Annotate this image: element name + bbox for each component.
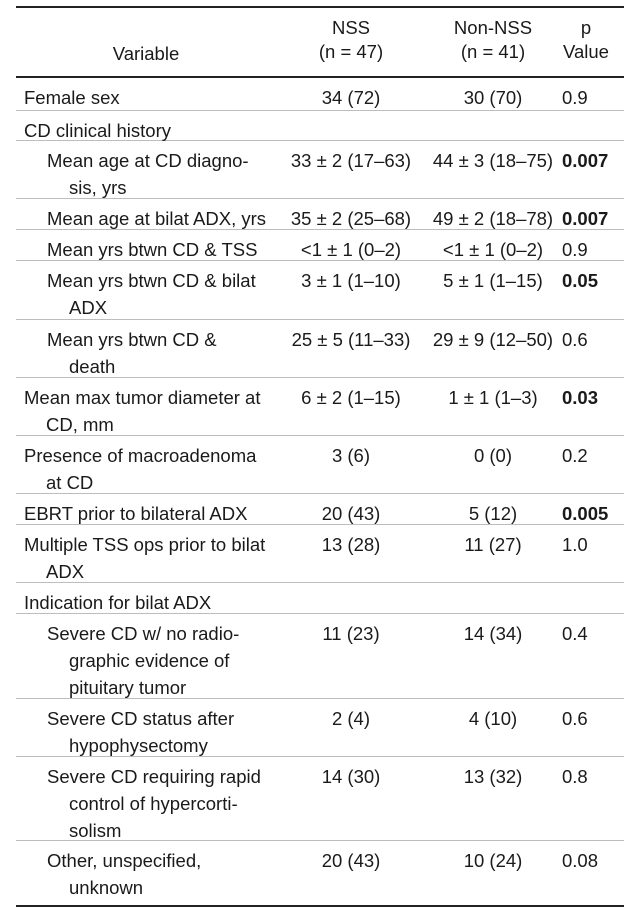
variable-cell — [47, 236, 283, 263]
variable-cell — [24, 117, 280, 144]
header-p-value — [556, 16, 616, 64]
nss-cell: 35 ± 2 (25–68) — [290, 208, 412, 229]
variable-text: Female sex — [24, 87, 120, 108]
p-value-cell: 1.0 — [562, 534, 588, 555]
p-value-cell: 0.2 — [562, 445, 588, 466]
p-value-cell: 0.9 — [562, 239, 588, 260]
variable-cell — [47, 763, 283, 844]
header-nss-n: (n = 47) — [318, 41, 384, 62]
variable-cell — [24, 531, 280, 585]
nss-cell: 2 (4) — [331, 708, 371, 729]
non-nss-cell: 5 ± 1 (1–15) — [443, 270, 543, 291]
header-nss — [278, 16, 424, 64]
variable-text: Mean yrs btwn CD & TSS — [47, 239, 258, 260]
header-non-nss-label: Non-NSS — [453, 17, 533, 38]
table-row — [16, 111, 624, 141]
variable-text: Other, unspecified, — [47, 850, 202, 871]
non-nss-cell: 13 (32) — [463, 766, 523, 787]
variable-text: CD, mm — [46, 414, 114, 435]
variable-text: Mean age at bilat ADX, yrs — [47, 208, 267, 229]
variable-text: Severe CD requiring rapid — [47, 766, 261, 787]
non-nss-cell: 44 ± 3 (18–75) — [432, 150, 554, 171]
p-value-cell: 0.6 — [562, 329, 588, 350]
nss-cell: 25 ± 5 (11–33) — [291, 329, 411, 350]
variable-text: CD clinical history — [24, 120, 172, 141]
nss-cell: 3 ± 1 (1–10) — [301, 270, 401, 291]
variable-cell — [47, 205, 283, 232]
non-nss-cell: 29 ± 9 (12–50) — [432, 329, 554, 350]
table-row — [16, 199, 624, 230]
table-row — [16, 141, 624, 199]
variable-text: graphic evidence of — [69, 650, 230, 671]
variable-text: Indication for bilat ADX — [24, 592, 212, 613]
non-nss-cell: 14 (34) — [463, 623, 523, 644]
variable-text: hypophysectomy — [69, 735, 208, 756]
p-value-cell: 0.007 — [562, 150, 609, 171]
variable-cell — [47, 847, 283, 901]
variable-cell — [24, 442, 280, 496]
variable-text: ADX — [69, 297, 108, 318]
nss-cell: 3 (6) — [331, 445, 371, 466]
p-value-cell: 0.6 — [562, 708, 588, 729]
variable-text: pituitary tumor — [69, 677, 187, 698]
non-nss-cell: 1 ± 1 (1–3) — [448, 387, 538, 408]
variable-cell — [24, 84, 280, 111]
nss-cell: 20 (43) — [321, 503, 381, 524]
variable-text: at CD — [46, 472, 94, 493]
variable-text: Multiple TSS ops prior to bilat — [24, 534, 266, 555]
variable-text: solism — [69, 820, 122, 841]
table-row — [16, 525, 624, 583]
table-row — [16, 436, 624, 494]
variable-text: Presence of macroadenoma — [24, 445, 257, 466]
table-row — [16, 614, 624, 699]
header-non-nss — [424, 16, 562, 64]
nss-cell: 6 ± 2 (1–15) — [301, 387, 401, 408]
variable-text: death — [69, 356, 116, 377]
non-nss-cell: 4 (10) — [468, 708, 518, 729]
nss-cell: 20 (43) — [321, 850, 381, 871]
p-value-cell: 0.9 — [562, 87, 588, 108]
table-row — [16, 261, 624, 320]
header-non-nss-n: (n = 41) — [460, 41, 526, 62]
non-nss-cell: 30 (70) — [463, 87, 523, 108]
variable-cell — [47, 147, 283, 201]
variable-cell — [24, 384, 280, 438]
table-row — [16, 583, 624, 614]
p-value-cell: 0.08 — [562, 850, 599, 871]
table-row — [16, 841, 624, 905]
variable-text: Mean age at CD diagno- — [47, 150, 249, 171]
table-row — [16, 699, 624, 757]
non-nss-cell: 11 (27) — [464, 534, 522, 555]
table-bottom-rule — [16, 905, 624, 907]
header-variable-label: Variable — [112, 43, 180, 64]
nss-cell: 13 (28) — [321, 534, 381, 555]
header-value-label: Value — [563, 41, 609, 62]
variable-text: Mean yrs btwn CD & bilat — [47, 270, 256, 291]
variable-cell — [47, 620, 283, 701]
non-nss-cell: <1 ± 1 (0–2) — [442, 239, 544, 260]
non-nss-cell: 49 ± 2 (18–78) — [432, 208, 554, 229]
header-nss-label: NSS — [331, 17, 371, 38]
table-row — [16, 230, 624, 261]
table-row — [16, 378, 624, 436]
variable-text: unknown — [69, 877, 144, 898]
table-row — [16, 757, 624, 841]
p-value-cell: 0.8 — [562, 766, 588, 787]
table-row — [16, 320, 624, 378]
nss-cell: <1 ± 1 (0–2) — [300, 239, 402, 260]
variable-cell — [47, 326, 283, 380]
variable-text: control of hypercorti- — [69, 793, 238, 814]
variable-text: Mean yrs btwn CD & — [47, 329, 217, 350]
variable-text: EBRT prior to bilateral ADX — [24, 503, 248, 524]
nss-cell: 34 (72) — [321, 87, 381, 108]
variable-cell — [47, 705, 283, 759]
variable-cell — [24, 589, 280, 616]
variable-text: Severe CD w/ no radio- — [47, 623, 240, 644]
header-p-label: p — [580, 17, 592, 38]
non-nss-cell: 0 (0) — [473, 445, 513, 466]
p-value-cell: 0.4 — [562, 623, 588, 644]
p-value-cell: 0.005 — [562, 503, 609, 524]
header-variable — [66, 42, 226, 66]
variable-cell — [24, 500, 280, 527]
p-value-cell: 0.007 — [562, 208, 609, 229]
p-value-cell: 0.05 — [562, 270, 599, 291]
variable-text: sis, yrs — [69, 177, 127, 198]
table-top-rule — [16, 6, 624, 8]
non-nss-cell: 5 (12) — [468, 503, 518, 524]
variable-text: Severe CD status after — [47, 708, 235, 729]
non-nss-cell: 10 (24) — [463, 850, 523, 871]
nss-cell: 14 (30) — [321, 766, 381, 787]
variable-text: Mean max tumor diameter at — [24, 387, 261, 408]
variable-cell — [47, 267, 283, 321]
table-row — [16, 78, 624, 111]
table-row — [16, 494, 624, 525]
nss-cell: 11 (23) — [322, 623, 380, 644]
variable-text: ADX — [46, 561, 85, 582]
nss-cell: 33 ± 2 (17–63) — [290, 150, 412, 171]
p-value-cell: 0.03 — [562, 387, 599, 408]
